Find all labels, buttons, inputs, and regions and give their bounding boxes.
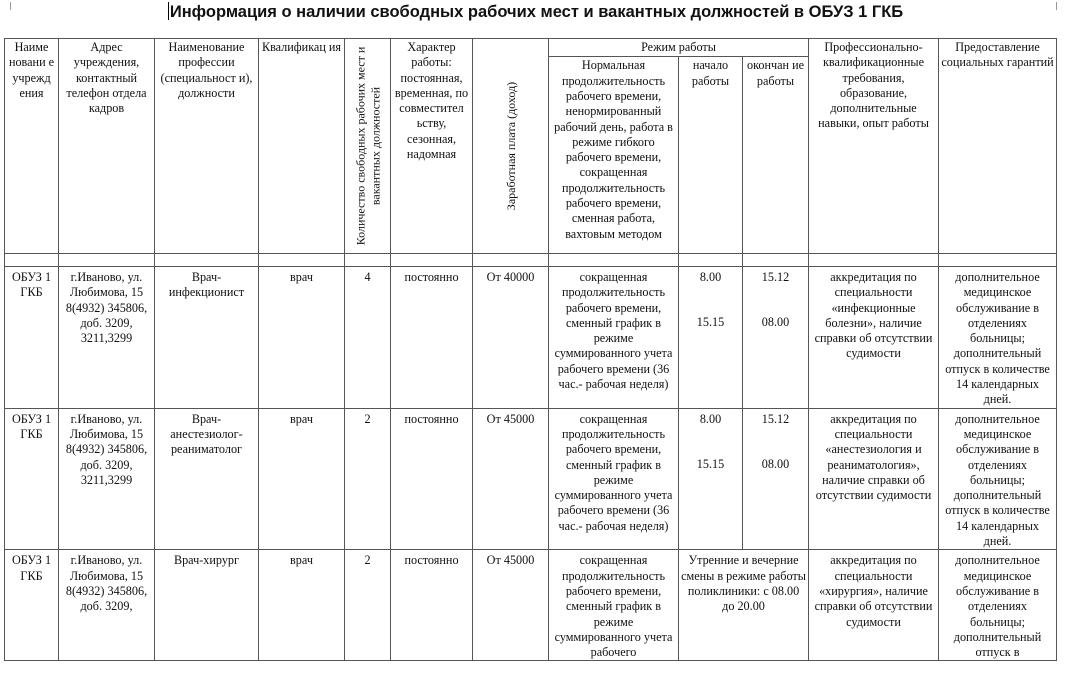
end-time-1: 15.12 bbox=[761, 411, 790, 426]
cell-work-type: постоянно bbox=[391, 267, 473, 409]
start-time-2: 15.15 bbox=[696, 456, 725, 471]
cell-requirements: аккредитация по специальности «хирургия», наличие справки об отсутствии судимости bbox=[809, 550, 939, 661]
cell-hours-merged: Утренние и вечерние смены в режиме работы поликлиники: с 08.00 до 20.00 bbox=[679, 550, 809, 661]
cell-count: 2 bbox=[345, 408, 391, 550]
cell-guarantees: дополнительное медицинское обслуживание в отделениях больницы; дополнительный отпуск в количестве 14 календарных дней. bbox=[939, 267, 1057, 409]
spacer-cell bbox=[345, 254, 391, 267]
spacer-cell bbox=[549, 254, 679, 267]
cell-qualification: врач bbox=[259, 408, 345, 550]
spacer-cell bbox=[155, 254, 259, 267]
cell-profession: Врач-хирург bbox=[155, 550, 259, 661]
cell-count: 4 bbox=[345, 267, 391, 409]
header-count-text: Количество свободных рабочих мест и вакантных должностей bbox=[353, 46, 382, 246]
time-gap bbox=[745, 427, 806, 457]
page-title bbox=[0, 2, 1071, 22]
cell-institution: ОБУЗ 1 ГКБ bbox=[5, 550, 59, 661]
header-qualification: Квалификац ия bbox=[259, 39, 345, 254]
header-requirements: Профессионально-квалификационные требования, образование, дополнительные навыки, опыт работы bbox=[809, 39, 939, 254]
spacer-cell bbox=[473, 254, 549, 267]
end-time-2: 08.00 bbox=[761, 456, 790, 471]
spacer-cell bbox=[939, 254, 1057, 267]
cell-address: г.Иваново, ул. Любимова, 15 8(4932) 345806, доб. 3209, 3211,3299 bbox=[59, 267, 155, 409]
header-work-type: Характер работы: постоянная, временная, по совместител ьству, сезонная, надомная bbox=[391, 39, 473, 254]
header-start: начало работы bbox=[679, 57, 743, 254]
cell-requirements: аккредитация по специальности «инфекционные болезни», наличие справки об отсутствии судимости bbox=[809, 267, 939, 409]
cell-profession: Врач-инфекционист bbox=[155, 267, 259, 409]
header-guarantees: Предоставление социальных гарантий bbox=[939, 39, 1057, 254]
vacancies-table bbox=[4, 38, 1057, 661]
cell-institution: ОБУЗ 1 ГКБ bbox=[5, 408, 59, 550]
spacer-cell bbox=[743, 254, 809, 267]
spacer-cell bbox=[679, 254, 743, 267]
time-gap bbox=[745, 285, 806, 315]
cell-work-type: постоянно bbox=[391, 550, 473, 661]
cell-salary: От 45000 bbox=[473, 408, 549, 550]
cell-guarantees: дополнительное медицинское обслуживание в отделениях больницы; дополнительный отпуск в количестве 14 календарных дней. bbox=[939, 408, 1057, 550]
header-row-1 bbox=[5, 39, 1057, 57]
time-gap bbox=[681, 427, 740, 457]
cell-work-type: постоянно bbox=[391, 408, 473, 550]
spacer-cell bbox=[5, 254, 59, 267]
start-time-1: 8.00 bbox=[699, 270, 722, 284]
cell-address: г.Иваново, ул. Любимова, 15 8(4932) 345806, доб. 3209, 3211,3299 bbox=[59, 408, 155, 550]
cell-qualification: врач bbox=[259, 267, 345, 409]
header-salary-text: Заработная плата (доход) bbox=[503, 81, 518, 211]
header-schedule-group: Режим работы bbox=[549, 39, 809, 57]
start-time-2: 15.15 bbox=[696, 315, 725, 330]
header-salary bbox=[473, 39, 549, 254]
cell-start bbox=[679, 408, 743, 550]
time-gap bbox=[681, 285, 740, 315]
header-institution: Наиме новани е учрежд ения bbox=[5, 39, 59, 254]
cell-count: 2 bbox=[345, 550, 391, 661]
cell-qualification: врач bbox=[259, 550, 345, 661]
cell-end bbox=[743, 267, 809, 409]
cell-salary: От 40000 bbox=[473, 267, 549, 409]
header-profession: Наименование профессии (специальност и), должности bbox=[155, 39, 259, 254]
cell-schedule: сокращенная продолжительность рабочего времени, сменный график в режиме суммированного учета рабочего bbox=[549, 550, 679, 661]
table-row bbox=[5, 550, 1057, 661]
header-count bbox=[345, 39, 391, 254]
cell-schedule: сокращенная продолжительность рабочего времени, сменный график в режиме суммированного учета рабочего времени (36 час.- рабочая неделя) bbox=[549, 267, 679, 409]
spacer-cell bbox=[391, 254, 473, 267]
spacer-row bbox=[5, 254, 1057, 267]
header-end: окончан ие работы bbox=[743, 57, 809, 254]
table-row bbox=[5, 267, 1057, 409]
cell-address: г.Иваново, ул. Любимова, 15 8(4932) 345806, доб. 3209, bbox=[59, 550, 155, 661]
spacer-cell bbox=[59, 254, 155, 267]
spacer-cell bbox=[259, 254, 345, 267]
end-time-1: 15.12 bbox=[761, 270, 790, 284]
cell-profession: Врач-анестезиолог-реаниматолог bbox=[155, 408, 259, 550]
cell-salary: От 45000 bbox=[473, 550, 549, 661]
cell-schedule: сокращенная продолжительность рабочего времени, сменный график в режиме суммированного учета рабочего времени (36 час.- рабочая неделя) bbox=[549, 408, 679, 550]
cell-start bbox=[679, 267, 743, 409]
header-address: Адрес учреждения, контактный телефон отдела кадров bbox=[59, 39, 155, 254]
table-row bbox=[5, 408, 1057, 550]
cell-end bbox=[743, 408, 809, 550]
text-cursor bbox=[168, 2, 169, 20]
header-schedule-normal: Нормальная продолжительность рабочего времени, ненормированный рабочий день, работа в режиме гибкого рабочего времени, сокращенная продолжительность рабочего времени, сменная работа, вахтовым методом bbox=[549, 57, 679, 254]
end-time-2: 08.00 bbox=[761, 315, 790, 330]
cell-institution: ОБУЗ 1 ГКБ bbox=[5, 267, 59, 409]
cell-guarantees: дополнительное медицинское обслуживание в отделениях больницы; дополнительный отпуск в bbox=[939, 550, 1057, 661]
spacer-cell bbox=[809, 254, 939, 267]
cell-requirements: аккредитация по специальности «анестезиология и реаниматология», наличие справки об отсутствии судимости bbox=[809, 408, 939, 550]
start-time-1: 8.00 bbox=[699, 411, 722, 426]
page-title-text: Информация о наличии свободных рабочих мест и вакантных должностей в ОБУЗ 1 ГКБ bbox=[169, 3, 904, 21]
